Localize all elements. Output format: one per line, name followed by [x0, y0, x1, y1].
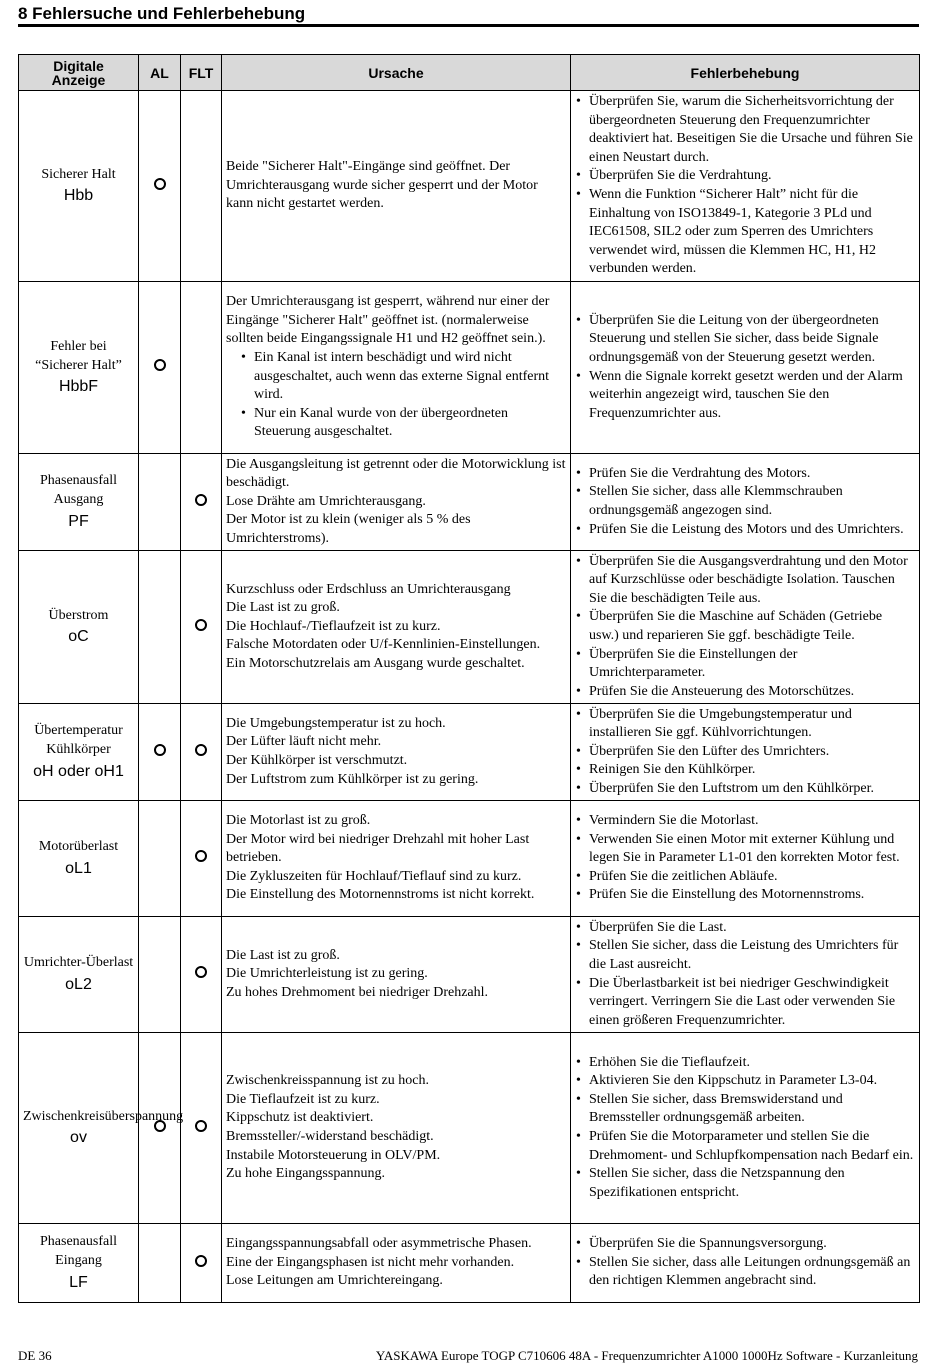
- cause-line: Kurzschluss oder Erdschluss an Umrichterausgang: [226, 581, 511, 597]
- remedy-cell: [571, 704, 920, 801]
- al-cell: [139, 91, 181, 282]
- remedy-item: • Stellen Sie sicher, dass alle Leitungen ordnungsgemäß an den richtigen Klemmen angebracht sind.: [575, 1254, 915, 1291]
- remedy-item: • Prüfen Sie die Leistung des Motors und des Umrichters.: [575, 521, 915, 540]
- display-code: oL1: [65, 859, 92, 877]
- al-cell: [139, 454, 181, 551]
- remedy-list: [575, 706, 915, 799]
- table-row: [19, 1033, 920, 1224]
- display-code: HbbF: [58, 378, 99, 396]
- cause-cell: [222, 801, 571, 917]
- cause-line: Falsche Motordaten oder U/f-Kennlinien-Einstellungen.: [226, 637, 541, 653]
- cause-line: Lose Drähte am Umrichterausgang.: [226, 493, 426, 509]
- flt-cell: [181, 551, 222, 704]
- cause-line: Zwischenkreisspannung ist zu hoch.: [226, 1073, 429, 1089]
- display-cell: [19, 454, 139, 551]
- remedy-item: • Stellen Sie sicher, dass die Netzspannung den Spezifikationen entspricht.: [575, 1165, 915, 1202]
- circle-mark-icon: [154, 744, 166, 756]
- circle-mark-icon: [154, 178, 166, 190]
- fault-table-body: [19, 91, 920, 1303]
- remedy-cell: [571, 282, 920, 454]
- header-display-line2: Anzeige: [51, 71, 106, 88]
- display-code: LF: [69, 1273, 88, 1291]
- cause-line: Die Ausgangsleitung ist getrennt oder die Motorwicklung ist beschädigt.: [226, 456, 566, 491]
- circle-mark-icon: [195, 744, 207, 756]
- table-row: [19, 917, 920, 1033]
- cause-line: Zu hohes Drehmoment bei niedriger Drehzahl.: [226, 984, 489, 1000]
- header-display-line1: Digitale: [53, 57, 104, 74]
- display-code: oH oder oH1: [33, 762, 124, 780]
- table-row: [19, 551, 920, 704]
- display-name: Umrichter-Überlast: [23, 955, 134, 971]
- remedy-item: • Prüfen Sie die Motorparameter und stellen Sie die Drehmoment- und Schlupfkompensation nach Bedarf ein.: [575, 1128, 915, 1165]
- display-code: ov: [70, 1129, 87, 1147]
- fault-table-header: [19, 55, 920, 91]
- cause-cell: [222, 917, 571, 1033]
- display-cell: [19, 1033, 184, 1224]
- remedy-cell: [571, 454, 920, 551]
- cause-line: Der Luftstrom zum Kühlkörper ist zu gering.: [226, 771, 479, 787]
- cause-line: Eine der Eingangsphasen ist nicht mehr vorhanden.: [226, 1254, 515, 1270]
- cause-line: Eingangsspannungsabfall oder asymmetrische Phasen.: [226, 1236, 532, 1252]
- cause-line: Der Motor ist zu klein (weniger als 5 % des Umrichterstroms).: [226, 512, 471, 546]
- flt-cell: [181, 91, 222, 282]
- header-rule: [18, 24, 919, 27]
- remedy-item: • Stellen Sie sicher, dass alle Klemmschrauben ordnungsgemäß angezogen sind.: [575, 483, 915, 520]
- remedy-item: • Prüfen Sie die Einstellung des Motornennstroms.: [575, 886, 915, 905]
- cause-cell: [222, 704, 571, 801]
- cause-line: Der Lüfter läuft nicht mehr.: [226, 734, 382, 750]
- remedy-item: • Prüfen Sie die Ansteuerung des Motorschützes.: [575, 683, 915, 702]
- display-code: oC: [68, 628, 89, 646]
- flt-cell: [181, 454, 222, 551]
- cause-line: Der Umrichterausgang ist gesperrt, während nur einer der Eingänge "Sicherer Halt" geöffnet ist. (normalerweise sollten beide Eingangssignale H1 und H2 geöffnet sein.).: [226, 294, 550, 347]
- cause-line: Bremssteller/-widerstand beschädigt.: [226, 1129, 434, 1144]
- remedy-item: • Überprüfen Sie, warum die Sicherheitsvorrichtung der übergeordneten Steuerung den Frequenzumrichter deaktiviert hat. Beseitigen Sie die Ursache und führen Sie einen Neustart durch.: [575, 93, 915, 167]
- table-row: [19, 91, 920, 282]
- cause-line: Kippschutz ist deaktiviert.: [226, 1110, 374, 1126]
- remedy-item: • Wenn die Funktion “Sicherer Halt” nicht für die Einhaltung von ISO13849-1, Kategorie 3 PLd und IEC61508, SIL2 oder zum Sperren des Umrichters verwendet wird, müssen die Klemmen HC, H1, H2 verbunden werden.: [575, 186, 915, 279]
- cause-cell: [222, 1033, 571, 1224]
- remedy-cell: [571, 551, 920, 704]
- remedy-item: • Überprüfen Sie die Last.: [575, 919, 915, 938]
- display-cell: [19, 704, 139, 801]
- table-row: [19, 704, 920, 801]
- flt-cell: [181, 1033, 222, 1224]
- display-cell: [19, 91, 139, 282]
- table-row: [19, 282, 920, 454]
- header-al: AL: [139, 55, 181, 91]
- table-row: [19, 454, 920, 551]
- cause-line: Lose Leitungen am Umrichtereingang.: [226, 1273, 443, 1289]
- cause-cell: [222, 551, 571, 704]
- al-cell: [139, 551, 181, 704]
- flt-cell: [181, 282, 222, 454]
- remedy-item: • Erhöhen Sie die Tieflaufzeit.: [575, 1054, 915, 1073]
- cause-line: Zu hohe Eingangsspannung.: [226, 1166, 386, 1182]
- table-row: [19, 1224, 920, 1303]
- display-name: Fehler bei “Sicherer Halt”: [35, 338, 122, 373]
- remedy-item: • Die Überlastbarkeit ist bei niedriger Geschwindigkeit verringert. Verringern Sie die Last oder verwenden Sie einen größeren Frequenzumrichter.: [575, 975, 915, 1031]
- display-cell: [19, 801, 139, 917]
- remedy-cell: [571, 1033, 920, 1224]
- circle-mark-icon: [195, 1120, 207, 1132]
- page-number: DE 36: [18, 1348, 52, 1363]
- cause-line: Die Motorlast ist zu groß.: [226, 813, 371, 829]
- remedy-item: • Überprüfen Sie die Ausgangsverdrahtung und den Motor auf Kurzschlüsse oder beschädigte Isolation. Tauschen Sie die beschädigten Teile aus.: [575, 553, 915, 609]
- cause-line: Der Motor wird bei niedriger Drehzahl mit hoher Last betrieben.: [226, 831, 530, 866]
- remedy-item: • Überprüfen Sie die Leitung von der übergeordneten Steuerung und stellen Sie sicher, dass beide Signale ordnungsgemäß von der Steuerung gesetzt werden.: [575, 312, 915, 368]
- cause-line: Beide "Sicherer Halt"-Eingänge sind geöffnet. Der Umrichterausgang wurde sicher gesperrt und der Motor kann nicht gestartet werden.: [226, 159, 538, 212]
- al-cell: [139, 282, 181, 454]
- display-cell: [19, 551, 139, 704]
- cause-line: Die Einstellung des Motornennstroms ist nicht korrekt.: [226, 887, 535, 903]
- remedy-cell: [571, 917, 920, 1033]
- section-title: 8 Fehlersuche und Fehlerbehebung: [18, 4, 306, 23]
- circle-mark-icon: [154, 359, 166, 371]
- header-digital-display: [19, 55, 139, 91]
- remedy-item: • Überprüfen Sie die Einstellungen der Umrichterparameter.: [575, 646, 915, 683]
- flt-cell: [181, 1224, 222, 1303]
- display-name: Übertemperatur Kühlkörper: [34, 723, 123, 757]
- cause-line: Ein Motorschutzrelais am Ausgang wurde geschaltet.: [226, 655, 525, 671]
- remedy-item: • Überprüfen Sie die Spannungsversorgung.: [575, 1235, 915, 1254]
- circle-mark-icon: [195, 494, 207, 506]
- remedy-item: • Stellen Sie sicher, dass Bremswiderstand und Bremssteller ordnungsgemäß arbeiten.: [575, 1091, 915, 1128]
- header-cause: Ursache: [222, 55, 571, 91]
- remedy-list: [575, 812, 915, 905]
- fault-table: [18, 54, 920, 1303]
- remedy-item: • Wenn die Signale korrekt gesetzt werden und der Alarm weiterhin angezeigt wird, tauschen Sie den Frequenzumrichter aus.: [575, 368, 915, 424]
- display-cell: [19, 282, 139, 454]
- al-cell: [139, 704, 181, 801]
- flt-cell: [181, 917, 222, 1033]
- remedy-item: • Verwenden Sie einen Motor mit externer Kühlung und legen Sie in Parameter L1-01 den korrekten Motor fest.: [575, 831, 915, 868]
- display-name: Phasenausfall Ausgang: [40, 473, 117, 507]
- cause-line: Die Umgebungstemperatur ist zu hoch.: [226, 715, 446, 731]
- display-name: Phasenausfall Eingang: [40, 1234, 117, 1268]
- display-code: Hbb: [63, 187, 94, 205]
- cause-cell: [222, 282, 571, 454]
- cause-line: Die Last ist zu groß.: [226, 600, 340, 616]
- display-code: oL2: [65, 975, 92, 993]
- cause-cell: [222, 91, 571, 282]
- header-flt: FLT: [181, 55, 222, 91]
- display-cell: [19, 917, 139, 1033]
- remedy-item: • Vermindern Sie die Motorlast.: [575, 812, 915, 831]
- remedy-list: [575, 553, 915, 702]
- display-code: PF: [68, 512, 89, 530]
- remedy-list: [575, 919, 915, 1031]
- remedy-list: [575, 1054, 915, 1203]
- display-name: Zwischenkreisüberspannung: [23, 1108, 184, 1124]
- al-cell: [139, 1224, 181, 1303]
- remedy-item: • Überprüfen Sie die Umgebungstemperatur und installieren Sie ggf. Kühlvorrichtungen.: [575, 706, 915, 743]
- flt-cell: [181, 801, 222, 917]
- remedy-item: • Prüfen Sie die zeitlichen Abläufe.: [575, 868, 915, 887]
- cause-line: Instabile Motorsteuerung in OLV/PM.: [226, 1147, 441, 1163]
- al-cell: [139, 801, 181, 917]
- cause-line: Die Umrichterleistung ist zu gering.: [226, 966, 428, 982]
- cause-line: Der Kühlkörper ist verschmutzt.: [226, 753, 408, 768]
- remedy-cell: [571, 801, 920, 917]
- circle-mark-icon: [154, 1120, 166, 1132]
- cause-bullet: • Ein Kanal ist intern beschädigt und wird nicht ausgeschaltet, auch wenn das externe Signal entfernt wird.: [240, 349, 566, 405]
- circle-mark-icon: [195, 1255, 207, 1267]
- display-name: Überstrom: [48, 607, 109, 623]
- remedy-item: • Überprüfen Sie den Lüfter des Umrichters.: [575, 743, 915, 762]
- document-footer: YASKAWA Europe TOGP C710606 48A - Frequenzumrichter A1000 1000Hz Software - Kurzanleitung: [375, 1348, 918, 1363]
- cause-line: Die Last ist zu groß.: [226, 947, 340, 963]
- cause-line: Die Hochlauf-/Tieflaufzeit ist zu kurz.: [226, 618, 441, 634]
- remedy-item: • Überprüfen Sie die Verdrahtung.: [575, 167, 915, 186]
- header-remedy: Fehlerbehebung: [571, 55, 920, 91]
- display-name: Sicherer Halt: [41, 166, 116, 182]
- remedy-item: • Stellen Sie sicher, dass die Leistung des Umrichters für die Last ausreicht.: [575, 937, 915, 974]
- remedy-cell: [571, 1224, 920, 1303]
- circle-mark-icon: [195, 619, 207, 631]
- cause-cell: [222, 1224, 571, 1303]
- cause-cell: [222, 454, 571, 551]
- remedy-cell: [571, 91, 920, 282]
- table-row: [19, 801, 920, 917]
- al-cell: [139, 917, 181, 1033]
- circle-mark-icon: [195, 966, 207, 978]
- display-name: Motorüberlast: [38, 839, 119, 855]
- remedy-list: [575, 1235, 915, 1291]
- remedy-list: [575, 312, 915, 424]
- remedy-list: [575, 93, 915, 279]
- cause-line: Die Tieflaufzeit ist zu kurz.: [226, 1091, 380, 1107]
- remedy-item: • Reinigen Sie den Kühlkörper.: [575, 761, 915, 780]
- cause-bullet-list: [226, 349, 566, 442]
- remedy-item: • Überprüfen Sie den Luftstrom um den Kühlkörper.: [575, 780, 915, 799]
- display-cell: [19, 1224, 139, 1303]
- flt-cell: [181, 704, 222, 801]
- cause-bullet: • Nur ein Kanal wurde von der übergeordneten Steuerung ausgeschaltet.: [240, 405, 566, 442]
- remedy-item: • Aktivieren Sie den Kippschutz in Parameter L3-04.: [575, 1072, 915, 1091]
- al-cell: [139, 1033, 181, 1224]
- cause-line: Die Zykluszeiten für Hochlauf/Tieflauf sind zu kurz.: [226, 868, 522, 884]
- circle-mark-icon: [195, 850, 207, 862]
- remedy-item: • Überprüfen Sie die Maschine auf Schäden (Getriebe usw.) und reparieren Sie ggf. beschädigte Teile.: [575, 608, 915, 645]
- remedy-list: [575, 465, 915, 539]
- remedy-item: • Prüfen Sie die Verdrahtung des Motors.: [575, 465, 915, 484]
